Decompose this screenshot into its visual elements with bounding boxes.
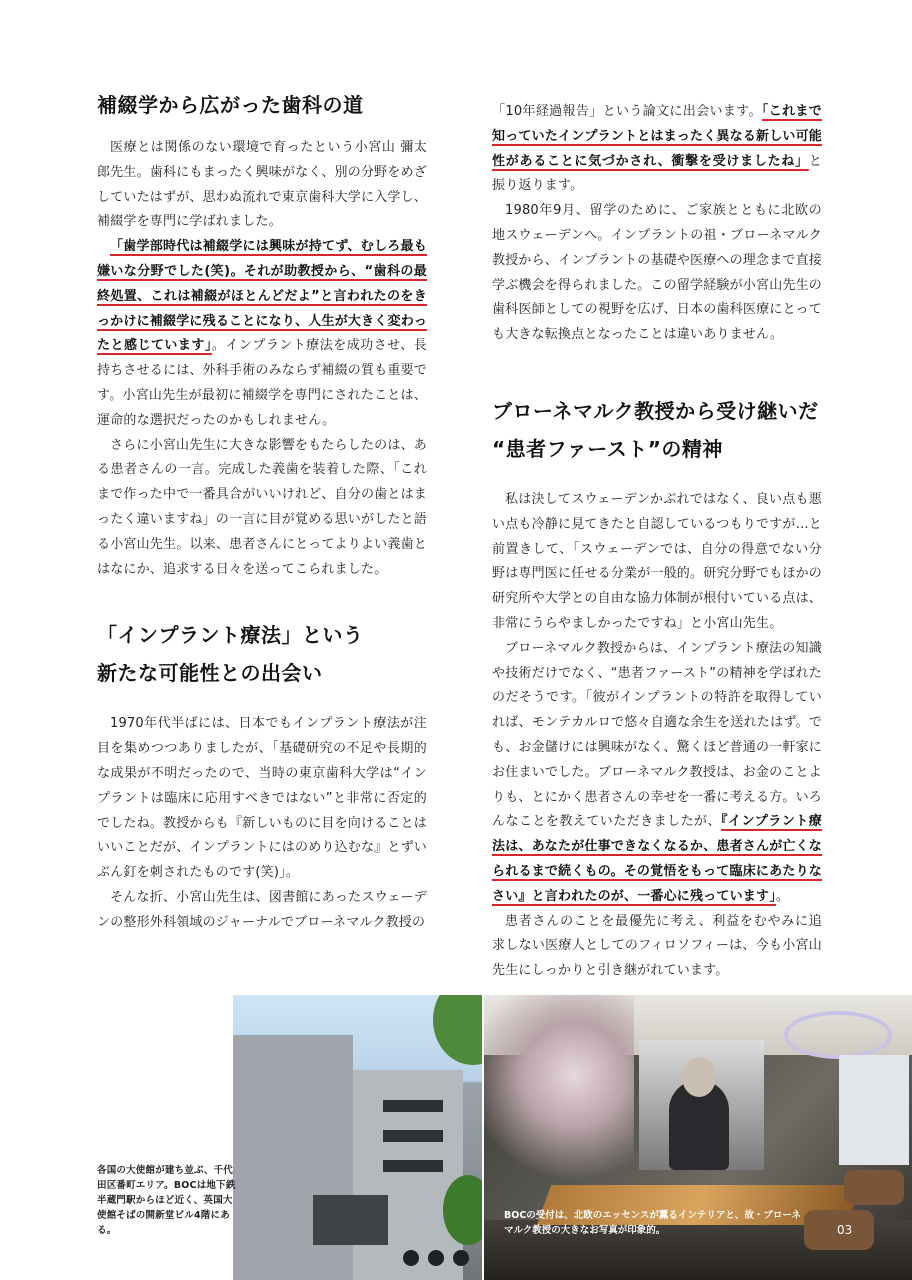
lounge-chair xyxy=(844,1170,904,1205)
paragraph xyxy=(492,100,822,199)
paragraph xyxy=(97,235,427,433)
heading-line: 「インプラント療法」という xyxy=(97,623,364,648)
highlight-quote: 『インプラント療法は、あなたが仕事できなくなるか、患者さんが亡くなられるまで続くもの。その覚悟をもって臨床にあたりなさい』と言われたのが、一番心に残っています」 xyxy=(492,814,823,904)
building-window xyxy=(383,1160,443,1172)
building-porthole xyxy=(453,1250,469,1266)
section-heading-patient-first xyxy=(492,392,822,468)
ceiling-light xyxy=(784,1011,892,1059)
paragraph: 医療とは関係のない環境で育ったという小宮山 彌太郎先生。歯科にもまったく興味がなく、別の分野をめざしていたはずが、思わぬ流れで東京歯科大学に入学し、補綴学を専門に学ばれました。 xyxy=(97,140,428,230)
paragraph-text: と振り返ります。 xyxy=(492,153,822,194)
photo-caption-building: 各国の大使館が建ち並ぶ、千代田区番町エリア。BOCは地下鉄半蔵門駅からほど近く、英国大使館そばの開新堂ビル4階にある。 xyxy=(97,1165,236,1236)
paragraph: 1980年9月、留学のために、ご家族とともに北欧の地スウェーデンへ。インプラントの祖・ブローネマルク教授から、インプラントの基礎や医療への理念まで直接学ぶ機会を得られました。この留学経験が小宮山先生の歯科医師としての視野を広げ、日本の歯科医療にとっても大きな転換点となったことは違いありません。 xyxy=(492,203,823,343)
paragraph-text: ブローネマルク教授からは、インプラント療法の知識や技術だけでなく、“患者ファースト”の精神を学ばれたのだそうです。「彼がインプラントの特許を取得していれば、モンテカルロで悠々自適な余生を送れたはず。でも、お金儲けには興味がなく、驚くほど普通の一軒家にお住まいでした。ブローネマルク教授は、お金のことよりも、とにかく患者さんの幸せを一番に考える方。いろんなことを教えていただきましたが、 xyxy=(492,640,823,830)
portrait-face xyxy=(682,1057,716,1097)
heading-line: 新たな可能性との出会い xyxy=(97,661,323,686)
window xyxy=(839,1055,909,1165)
tree xyxy=(433,995,482,1065)
photo-caption-reception: BOCの受付は、北欧のエッセンスが薫るインテリアと、故・ブローネマルク教授の大きなお写真が印象的。 xyxy=(504,1210,801,1236)
building-porthole xyxy=(403,1250,419,1266)
paragraph: 患者さんのことを最優先に考え、利益をむやみに追求しない医療人としてのフィロソフィーは、今も小宮山先生にしっかりと引き継がれています。 xyxy=(492,913,822,979)
paragraph-text: 。 xyxy=(775,888,790,904)
page-number: 03 xyxy=(837,1223,853,1237)
paragraph-text: 「10年経過報告」という論文に出会います。 xyxy=(492,104,762,119)
left-column xyxy=(97,86,427,936)
paragraph: 1970年代半ばには、日本でもインプラント療法が注目を集めつつありましたが、「基礎研究の不足や長期的な成果が不明だったので、当時の東京歯科大学は“インプラントは臨床に応用すべきではない”と非常に否定的でしたね。教授からも『新しいものに目を向けることはいいことだが、インプラントにはのめり込むな』とずいぶん釘を刺されたものです(笑)」。 xyxy=(97,716,428,881)
highlight-quote: 「歯学部時代は補綴学には興味が持てず、むしろ最も嫌いな分野でした(笑)。それが助教授から、“歯科の最終処置、これは補綴がほとんどだよ”と言われたのをきっかけに補綴学に残ることになり、人生が大きく変わったと感じています」 xyxy=(97,239,427,354)
building-photo xyxy=(233,995,482,1280)
section-heading-prosthodontics: 補綴学から広がった歯科の道 xyxy=(97,93,364,117)
section-heading-implant xyxy=(97,616,427,692)
blossom-decoration xyxy=(484,995,634,1195)
heading-line: ブローネマルク教授から受け継いだ xyxy=(492,398,819,423)
building-entrance xyxy=(313,1195,388,1245)
building-window xyxy=(383,1100,443,1112)
heading-line: “患者ファースト”の精神 xyxy=(492,436,723,461)
paragraph xyxy=(492,637,822,910)
building-window xyxy=(383,1130,443,1142)
photo-strip xyxy=(233,995,912,1280)
paragraph: さらに小宮山先生に大きな影響をもたらしたのは、ある患者さんの一言。完成した義歯を装着した際、「これまで作った中で一番具合がいいけれど、自分の歯とはまったく違いますね」の一言に目が覚める思いがしたと語る小宮山先生。以来、患者さんにとってよりよい義歯とはなにか、追求する日々を送ってこられました。 xyxy=(97,437,428,577)
paragraph: 私は決してスウェーデンかぶれではなく、良い点も悪い点も冷静に見てきたと自認しているつもりですが…と前置きして、「スウェーデンでは、自分の得意でない分野は専門医に任せる分業が一般的。研究分野でもほかの研究所や大学との自由な協力体制が根付いている点は、非常にうらやましかったですね」と小宮山先生。 xyxy=(492,491,823,631)
paragraph: そんな折、小宮山先生は、図書館にあったスウェーデンの整形外科領域のジャーナルでブローネマルク教授の xyxy=(97,889,427,930)
paragraph-text: 。インプラント療法を成功させ、長持ちさせるには、外科手術のみならず補綴の質も重要です。小宮山先生が最初に補綴学を専門にされたことは、運命的な選択だったのかもしれません。 xyxy=(97,338,428,428)
building-porthole xyxy=(428,1250,444,1266)
highlight-quote: 「これまで知っていたインプラントとはまったく異なる新しい可能性があることに気づかされ、衝撃を受けましたね」 xyxy=(492,104,823,169)
right-column xyxy=(492,100,822,984)
